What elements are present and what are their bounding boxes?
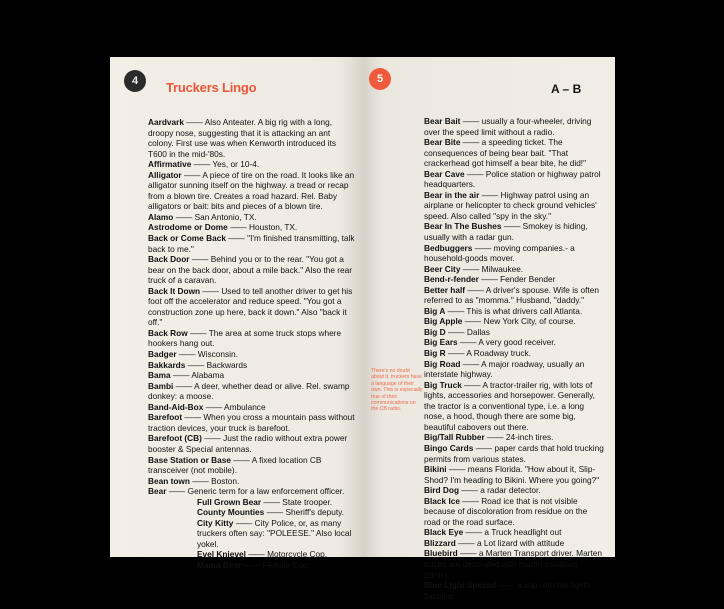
glossary-entry: [424, 221, 604, 242]
glossary-definition: —— This is what drivers call Atlanta.: [445, 305, 583, 316]
side-note: There's no doubt about it, truckers have a language of their own. This is especially true of their communications on the CB radio.: [371, 368, 423, 413]
glossary-term: Blue Light Special: [424, 580, 496, 591]
glossary-term: Band-Aid-Box: [148, 401, 204, 412]
glossary-term: Big Truck: [424, 379, 462, 390]
glossary-definition: —— a Lot lizard with attitude: [455, 537, 565, 548]
glossary-entry: [148, 486, 356, 497]
glossary-entry: [424, 359, 604, 380]
glossary-term: Base Station or Base: [148, 454, 231, 465]
glossary-entry: [424, 243, 604, 264]
glossary-entry: [424, 464, 604, 485]
glossary-definition: —— Alabama: [170, 370, 225, 381]
glossary-entry: [148, 381, 356, 402]
glossary-term: Bambi: [148, 380, 174, 391]
glossary-entry: [424, 443, 604, 464]
glossary-definition: —— Female Cop.: [241, 559, 310, 570]
glossary-term: Full Grown Bear: [197, 496, 262, 507]
glossary-entry: [424, 380, 604, 433]
glossary-entry: [148, 170, 356, 212]
glossary-definition: —— Road ice that is not visible because of discoloration from residue on the road or the road surface.: [424, 495, 588, 527]
glossary-term: Bear Bait: [424, 116, 461, 126]
glossary-definition: —— A major roadway, usually an interstate highway.: [424, 358, 585, 380]
glossary-entry: [424, 485, 604, 496]
glossary-entry: [424, 337, 604, 348]
glossary-entry: [424, 348, 604, 359]
glossary-term: City Kitty: [197, 517, 234, 528]
glossary-term: Black Ice: [424, 495, 460, 506]
glossary-definition: —— A very good receiver.: [457, 337, 556, 348]
glossary-entry: [148, 286, 356, 328]
glossary-term: Back or Come Back: [148, 233, 226, 244]
glossary-entry: [424, 190, 604, 222]
glossary-term: Bikini: [424, 464, 447, 475]
glossary-entry: [148, 370, 356, 381]
glossary-definition: —— Yes, or 10-4.: [191, 159, 260, 170]
glossary-entry: [148, 455, 356, 476]
glossary-entry: [148, 476, 356, 487]
glossary-entry: [197, 507, 356, 518]
glossary-entry: [148, 233, 356, 254]
glossary-term: Bear in the air: [424, 189, 480, 200]
glossary-entry: [148, 433, 356, 454]
glossary-definition: —— Dallas: [445, 326, 490, 337]
glossary-entry: [424, 548, 604, 580]
glossary-entry: [424, 538, 604, 549]
glossary-term: Aardvark: [148, 117, 184, 127]
glossary-entry: [424, 169, 604, 190]
section-heading: A – B: [551, 82, 582, 96]
glossary-term: Beer City: [424, 263, 461, 274]
glossary-term: County Mounties: [197, 507, 265, 518]
glossary-definition: —— Ambulance: [203, 401, 266, 412]
glossary-definition: —— usually a four-wheeler, driving over the speed limit without a radio.: [424, 116, 592, 137]
glossary-entry: [424, 580, 604, 601]
glossary-entry: [148, 254, 356, 286]
glossary-entry: [197, 518, 356, 550]
glossary-definition: —— City Police, or, as many truckers often say: "POLEESE." Also local yokel.: [197, 517, 352, 549]
glossary-definition: —— a Marten Transport driver. Marten trucks are decorated with martin swallows (birds).: [424, 548, 602, 580]
glossary-definition: —— A piece of tire on the road. It looks like an alligator sunning itself on the highway. a tread or recap from a blown tire. Creates a road hazard. Rel. Baby alligators or bait: bits and pieces of a blown tire.: [148, 169, 355, 212]
glossary-term: Big A: [424, 305, 446, 316]
left-page-number: 4: [124, 70, 146, 92]
glossary-definition: —— 24-inch tires.: [484, 432, 554, 443]
glossary-entry: [197, 560, 356, 571]
glossary-entry: [424, 496, 604, 528]
glossary-definition: —— Wisconsin.: [176, 349, 238, 360]
glossary-term: Black Eye: [424, 527, 464, 538]
page-title: Truckers Lingo: [166, 80, 257, 95]
glossary-entry: [424, 432, 604, 443]
left-glossary-column: [148, 117, 356, 571]
glossary-definition: —— Motorcycle Cop.: [245, 549, 328, 560]
glossary-definition: —— A tractor-trailer rig, with lots of lights, accessories and horsepower. Generally, the tractor is a conventional type, i.e. a long nose, a hood, though there are some big, beautiful cabovers out there.: [424, 379, 595, 432]
glossary-definition: —— Boston.: [189, 475, 240, 486]
glossary-entry: [148, 159, 356, 170]
glossary-definition: —— means Florida. "How about it, Slip-Shod? I'm heading to Bikini. Where you going?": [424, 464, 600, 485]
glossary-entry: [424, 116, 604, 137]
right-glossary-column: [424, 116, 604, 601]
glossary-term: Back Row: [148, 327, 188, 338]
glossary-entry: [424, 306, 604, 317]
glossary-term: Bear In The Bushes: [424, 221, 502, 232]
glossary-entry: [148, 117, 356, 159]
glossary-term: Barefoot: [148, 412, 183, 423]
glossary-term: Back It Down: [148, 285, 201, 296]
glossary-term: Evel Knievel: [197, 549, 246, 560]
glossary-entry: [424, 285, 604, 306]
glossary-entry: [424, 137, 604, 169]
glossary-definition: —— moving companies.- a household-goods mover.: [424, 242, 575, 264]
glossary-entry: [424, 264, 604, 275]
glossary-term: Bear: [148, 486, 167, 497]
glossary-definition: —— a radar detector.: [459, 485, 541, 496]
glossary-entry: [148, 402, 356, 413]
glossary-term: Mama Bear: [197, 559, 242, 570]
glossary-entry: [424, 527, 604, 538]
glossary-term: Alamo: [148, 211, 174, 222]
glossary-definition: —— Police station or highway patrol headquarters.: [424, 168, 601, 190]
glossary-definition: —— Generic term for a law enforcement officer.: [166, 486, 345, 497]
glossary-term: Better half: [424, 284, 466, 295]
glossary-term: Big Ears: [424, 337, 458, 348]
glossary-term: Bingo Cards: [424, 442, 474, 453]
glossary-definition: —— Smokey is hiding, usually with a radar gun.: [424, 221, 588, 243]
glossary-definition: —— The area at some truck stops where hookers hang out.: [148, 327, 342, 349]
glossary-term: Barefoot (CB): [148, 433, 202, 444]
glossary-term: Bear Bite: [424, 137, 461, 148]
glossary-term: Big Road: [424, 358, 461, 369]
glossary-term: Bird Dog: [424, 485, 460, 496]
glossary-entry: [148, 328, 356, 349]
glossary-term: Big D: [424, 326, 446, 337]
glossary-entry: [148, 349, 356, 360]
glossary-term: Bear Cave: [424, 168, 465, 179]
glossary-definition: —— New York City, of course.: [462, 316, 576, 327]
glossary-definition: —— a Truck headlight out: [463, 527, 562, 538]
glossary-definition: —— San Antonio, TX.: [173, 211, 257, 222]
glossary-term: Bean town: [148, 475, 190, 486]
glossary-definition: —— Backwards: [185, 359, 248, 370]
glossary-term: Bedbuggers: [424, 242, 473, 253]
glossary-definition: —— Sheriff's deputy.: [264, 507, 344, 518]
glossary-entry: [148, 212, 356, 223]
glossary-entry: [197, 549, 356, 560]
glossary-term: Astrodome or Dome: [148, 222, 228, 233]
glossary-definition: —— Highway patrol using an airplane or helicopter to check ground vehicles' speed. Also called "spy in the sky.": [424, 189, 597, 221]
glossary-definition: —— a cop with the lights flashing.: [424, 580, 590, 601]
glossary-definition: —— Behind you or to the rear. "You got a bear on the back door, about a mile back." Also the rear truck of a caravan.: [148, 254, 353, 286]
glossary-definition: —— A fixed location CB transceiver (not mobile).: [148, 454, 322, 476]
glossary-term: Bend-r-fender: [424, 274, 479, 285]
glossary-term: Alligator: [148, 169, 182, 180]
glossary-term: Badger: [148, 349, 177, 360]
glossary-term: Blizzard: [424, 537, 456, 548]
glossary-entry: [197, 497, 356, 508]
glossary-entry: [148, 412, 356, 433]
glossary-definition: —— Fender Bender: [478, 274, 556, 285]
glossary-definition: —— A driver's spouse. Wife is often referred to as "momma." Husband, "daddy.": [424, 284, 599, 306]
glossary-term: Bluebird: [424, 548, 458, 559]
glossary-definition: —— When you cross a mountain pass without traction devices, your truck is barefoot.: [148, 412, 355, 433]
glossary-term: Big/Tall Rubber: [424, 432, 485, 443]
glossary-term: Affirmative: [148, 159, 192, 170]
glossary-entry: [424, 274, 604, 285]
glossary-term: Back Door: [148, 254, 190, 265]
glossary-definition: —— Milwaukee.: [460, 263, 524, 274]
glossary-term: Big Apple: [424, 316, 463, 327]
glossary-definition: —— Houston, TX.: [227, 222, 298, 233]
glossary-entry: [424, 327, 604, 338]
glossary-entry: [148, 222, 356, 233]
glossary-term: Bama: [148, 370, 171, 381]
glossary-entry: [148, 360, 356, 371]
glossary-term: Bakkards: [148, 359, 186, 370]
glossary-definition: —— A deer, whether dead or alive. Rel. swamp donkey: a moose.: [148, 380, 350, 402]
glossary-definition: —— Just the radio without extra power booster & Special antennas.: [148, 433, 348, 454]
glossary-definition: —— Also Anteater. A big rig with a long, droopy nose, suggesting that it is attacking an ant colony. First use was when Kenworth introduced its T600 in the mid-'80s.: [148, 117, 336, 159]
glossary-definition: —— State trooper.: [261, 496, 333, 507]
glossary-definition: —— Used to tell another driver to get his foot off the accelerator and reduce speed. "You got a construction zone up here, back it down." Also "back it off.": [148, 285, 353, 328]
glossary-definition: —— A Roadway truck.: [445, 348, 531, 359]
glossary-definition: —— a speeding ticket. The consequences of being bear bait. "That crackerhead got himself a bear bite, he did!": [424, 137, 587, 169]
glossary-definition: —— "I'm finished transmitting, talk back to me.": [148, 233, 355, 254]
glossary-entry: [424, 316, 604, 327]
glossary-term: Big R: [424, 348, 446, 359]
glossary-definition: —— paper cards that hold trucking permits from various states.: [424, 442, 604, 464]
right-page-number: 5: [369, 68, 391, 90]
